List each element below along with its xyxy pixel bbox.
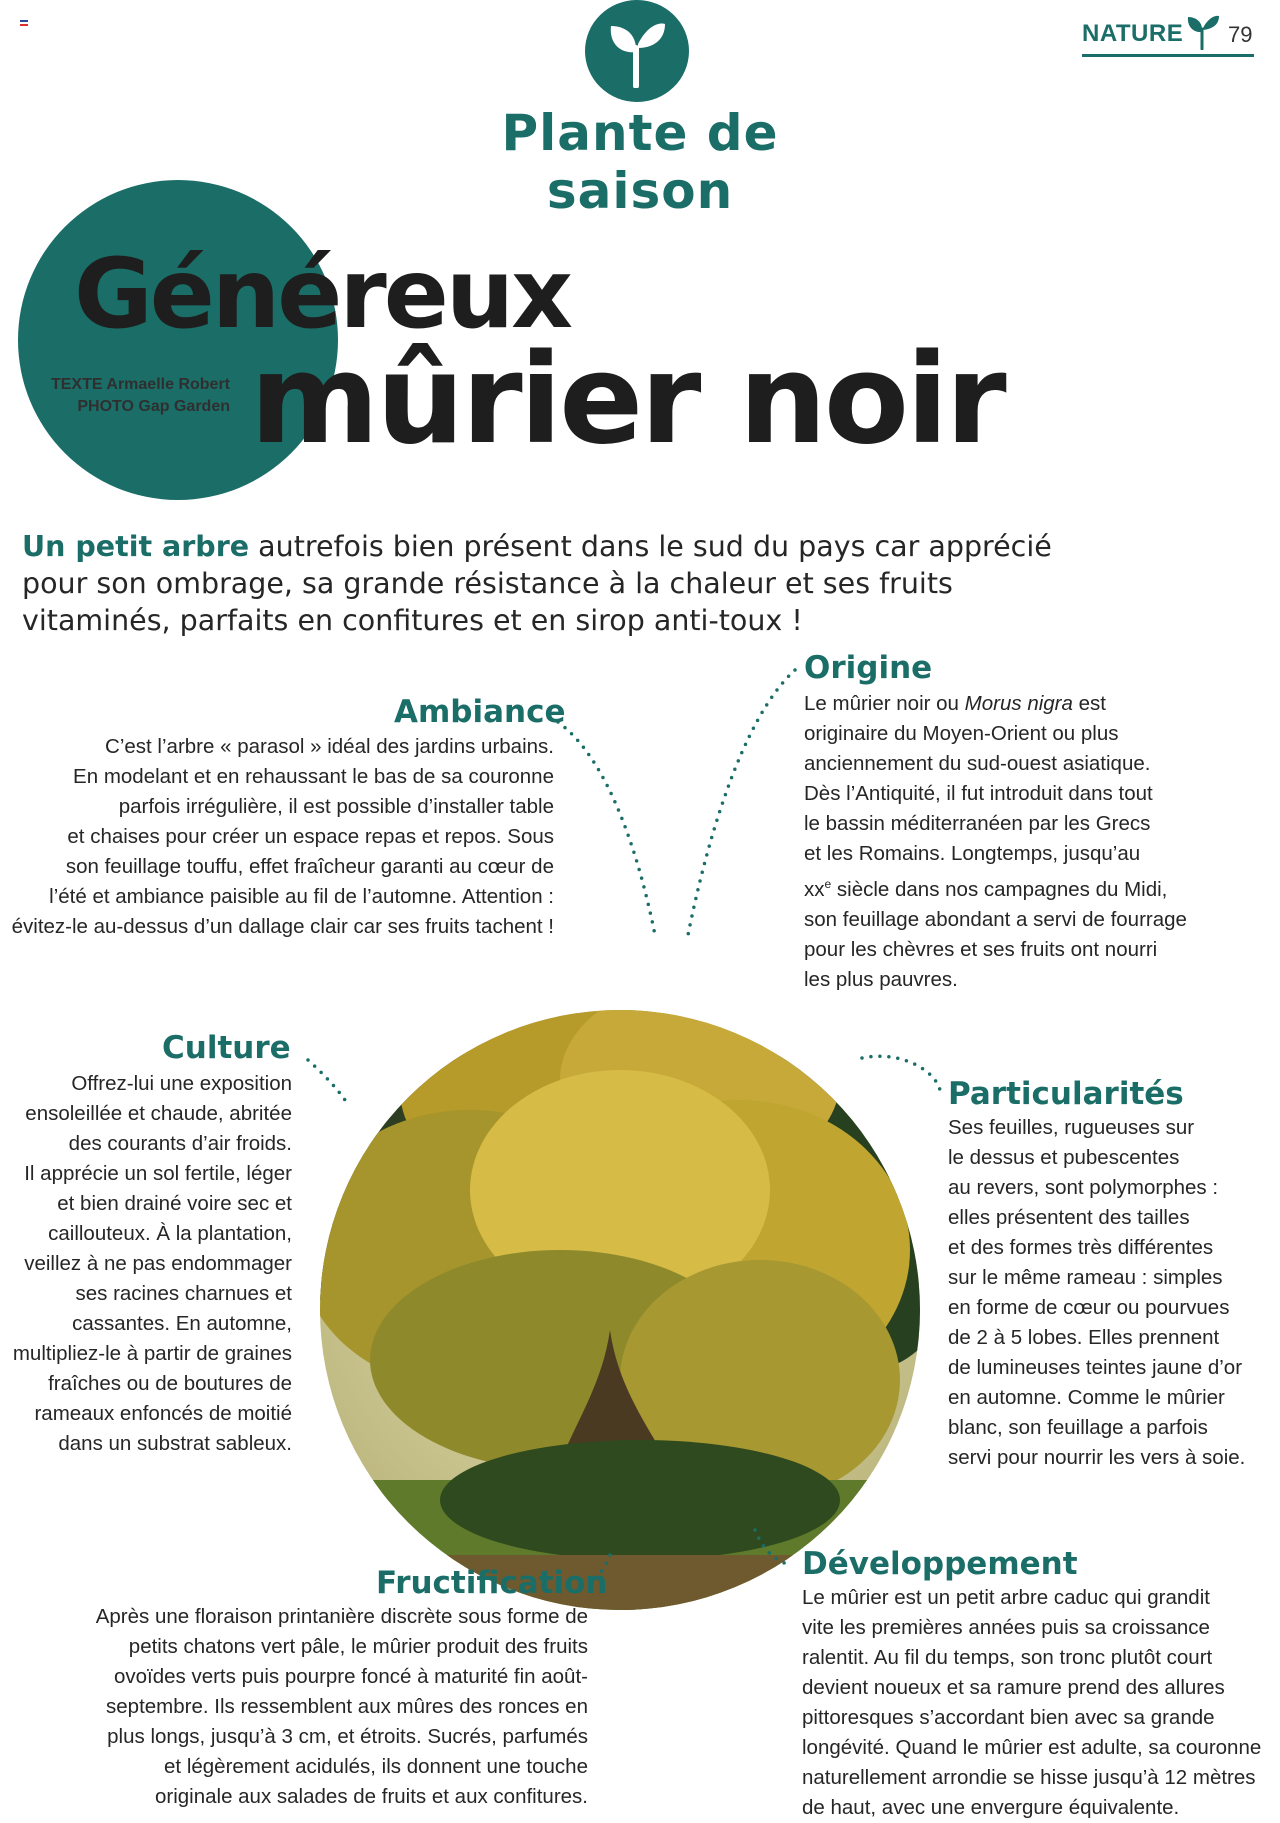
ambiance-line: évitez-le au-dessus d’un dallage clair car ses fruits tachent ! (11, 915, 554, 938)
particularites-line: servi pour nourrir les vers à soie. (948, 1446, 1246, 1469)
title-line-2: mûrier noir (250, 328, 1004, 472)
origine-line: et les Romains. Longtemps, jusqu’au (804, 842, 1141, 865)
culture-line: veillez à ne pas endommager (24, 1252, 292, 1275)
fructification-line: septembre. Ils ressemblent aux mûres des ronces en (106, 1695, 588, 1718)
fructification-line: Après une floraison printanière discrète sous forme de (95, 1605, 588, 1628)
fructification-line: originale aux salades de fruits et aux confitures. (154, 1785, 588, 1808)
developpement-line: vite les premières années puis sa croissance (802, 1616, 1210, 1639)
culture-line: caillouteux. À la plantation, (48, 1222, 292, 1245)
particularites-line: de 2 à 5 lobes. Elles prennent (948, 1326, 1220, 1349)
latin-name: Morus nigra (964, 692, 1073, 715)
particularites-line: en forme de cœur ou pourvues (948, 1296, 1230, 1319)
culture-line: dans un substrat sableux. (58, 1432, 292, 1455)
particularites-line: sur le même rameau : simples (948, 1266, 1223, 1289)
intro-text: autrefois bien présent dans le sud du pays car apprécié pour son ombrage, sa grande résistance à la chaleur et ses fruits vitaminés, parfaits en confitures et en sirop anti-toux ! (22, 530, 1052, 637)
origine-line-text: Le mûrier noir ou (804, 692, 965, 715)
particularites-line: de lumineuses teintes jaune d’or (948, 1356, 1243, 1379)
ambiance-line: C’est l’arbre « parasol » idéal des jardins urbains. (105, 735, 554, 758)
culture-line: rameaux enfoncés de moitié (34, 1402, 292, 1425)
origine-line (804, 689, 1187, 719)
fructification-line: et légèrement acidulés, ils donnent une touche (164, 1755, 588, 1778)
ambiance-title: Ambiance (394, 694, 566, 730)
page-number: 79 (1228, 22, 1253, 47)
origine-line: son feuillage abondant a servi de fourrage (804, 907, 1187, 931)
particularites-text (948, 1113, 1245, 1473)
particularites-line: et des formes très différentes (948, 1236, 1214, 1259)
culture-title: Culture (162, 1030, 291, 1066)
particularites-line: au revers, sont polymorphes : (948, 1176, 1219, 1199)
ambiance-line: En modelant et en rehaussant le bas de sa couronne (73, 765, 554, 788)
origine-line: pour les chèvres et ses fruits ont nourri (804, 937, 1158, 961)
title-line-1: Généreux (74, 238, 571, 350)
origine-century: xx (804, 877, 825, 901)
culture-line: ensoleillée et chaude, abritée (25, 1102, 292, 1125)
origine-line: Dès l’Antiquité, il fut introduit dans tout (804, 782, 1153, 805)
origine-title: Origine (804, 650, 933, 686)
fructification-line: petits chatons vert pâle, le mûrier produit des fruits (128, 1635, 588, 1658)
fructification-line: ovoïdes verts puis pourpre foncé à maturité fin août- (113, 1665, 588, 1688)
culture-line: ses racines charnues et (75, 1282, 292, 1305)
developpement-line: devient noueux et sa ramure prend des allures (802, 1676, 1225, 1699)
credit-text: TEXTE Armaelle Robert (50, 376, 230, 393)
culture-line: cassantes. En automne, (72, 1312, 292, 1335)
particularites-line: blanc, son feuillage a parfois (948, 1416, 1208, 1439)
particularites-line: Ses feuilles, rugueuses sur (948, 1116, 1195, 1139)
origine-line-text: siècle dans nos campagnes du Midi, (831, 877, 1168, 901)
developpement-line: de haut, avec une envergure équivalente. (802, 1796, 1180, 1819)
developpement-line: naturellement arrondie se hisse jusqu’à 12 mètres (802, 1766, 1256, 1789)
fructification-title: Fructification (376, 1565, 608, 1601)
culture-line: des courants d’air froids. (68, 1132, 292, 1155)
developpement-line: ralentit. Au fil du temps, son tronc plutôt court (802, 1646, 1213, 1669)
developpement-title: Développement (802, 1546, 1078, 1582)
culture-line: multipliez-le à partir de graines (12, 1342, 292, 1365)
culture-line: Offrez-lui une exposition (71, 1072, 292, 1095)
fructification-line: plus longs, jusqu’à 3 cm, et étroits. Sucrés, parfumés (107, 1725, 588, 1748)
developpement-line: longévité. Quand le mûrier est adulte, sa couronne (802, 1736, 1262, 1759)
section-name: NATURE (1082, 20, 1184, 47)
origine-line: les plus pauvres. (804, 967, 958, 991)
origine-line (804, 869, 1187, 905)
developpement-text (802, 1583, 1261, 1823)
particularites-line: elles présentent des tailles (948, 1206, 1190, 1229)
ambiance-line: son feuillage touffu, effet fraîcheur garanti au cœur de (65, 855, 554, 878)
origine-line: le bassin méditerranéen par les Grecs (804, 812, 1151, 835)
particularites-line: le dessus et pubescentes (948, 1146, 1180, 1169)
origine-line: originaire du Moyen-Orient ou plus (804, 722, 1119, 745)
ambiance-line: parfois irrégulière, il est possible d’installer table (118, 795, 554, 818)
credit-photo: PHOTO Gap Garden (77, 398, 230, 415)
rubric-title: Plante de saison (501, 104, 779, 220)
origine-text (804, 689, 1187, 995)
culture-line: Il apprécie un sol fertile, léger (24, 1162, 292, 1185)
ambiance-line: et chaises pour créer un espace repas et repos. Sous (67, 825, 554, 848)
origine-line-text: est (1072, 692, 1106, 715)
developpement-line: pittoresques s’accordant bien avec sa grande (802, 1706, 1215, 1729)
developpement-line: Le mûrier est un petit arbre caduc qui grandit (802, 1586, 1210, 1609)
intro-lead: Un petit arbre (22, 530, 250, 563)
particularites-title: Particularités (948, 1076, 1184, 1112)
culture-line: fraîches ou de boutures de (48, 1372, 292, 1395)
particularites-line: en automne. Comme le mûrier (948, 1386, 1225, 1409)
culture-line: et bien drainé voire sec et (57, 1192, 292, 1215)
culture-text (13, 1069, 292, 1459)
ambiance-text (12, 732, 554, 942)
origine-line: anciennement du sud-ouest asiatique. (804, 752, 1151, 775)
origine-century-sup: e (824, 877, 832, 891)
ambiance-line: l’été et ambiance paisible au fil de l’automne. Attention : (49, 885, 554, 908)
fructification-text (96, 1602, 588, 1812)
